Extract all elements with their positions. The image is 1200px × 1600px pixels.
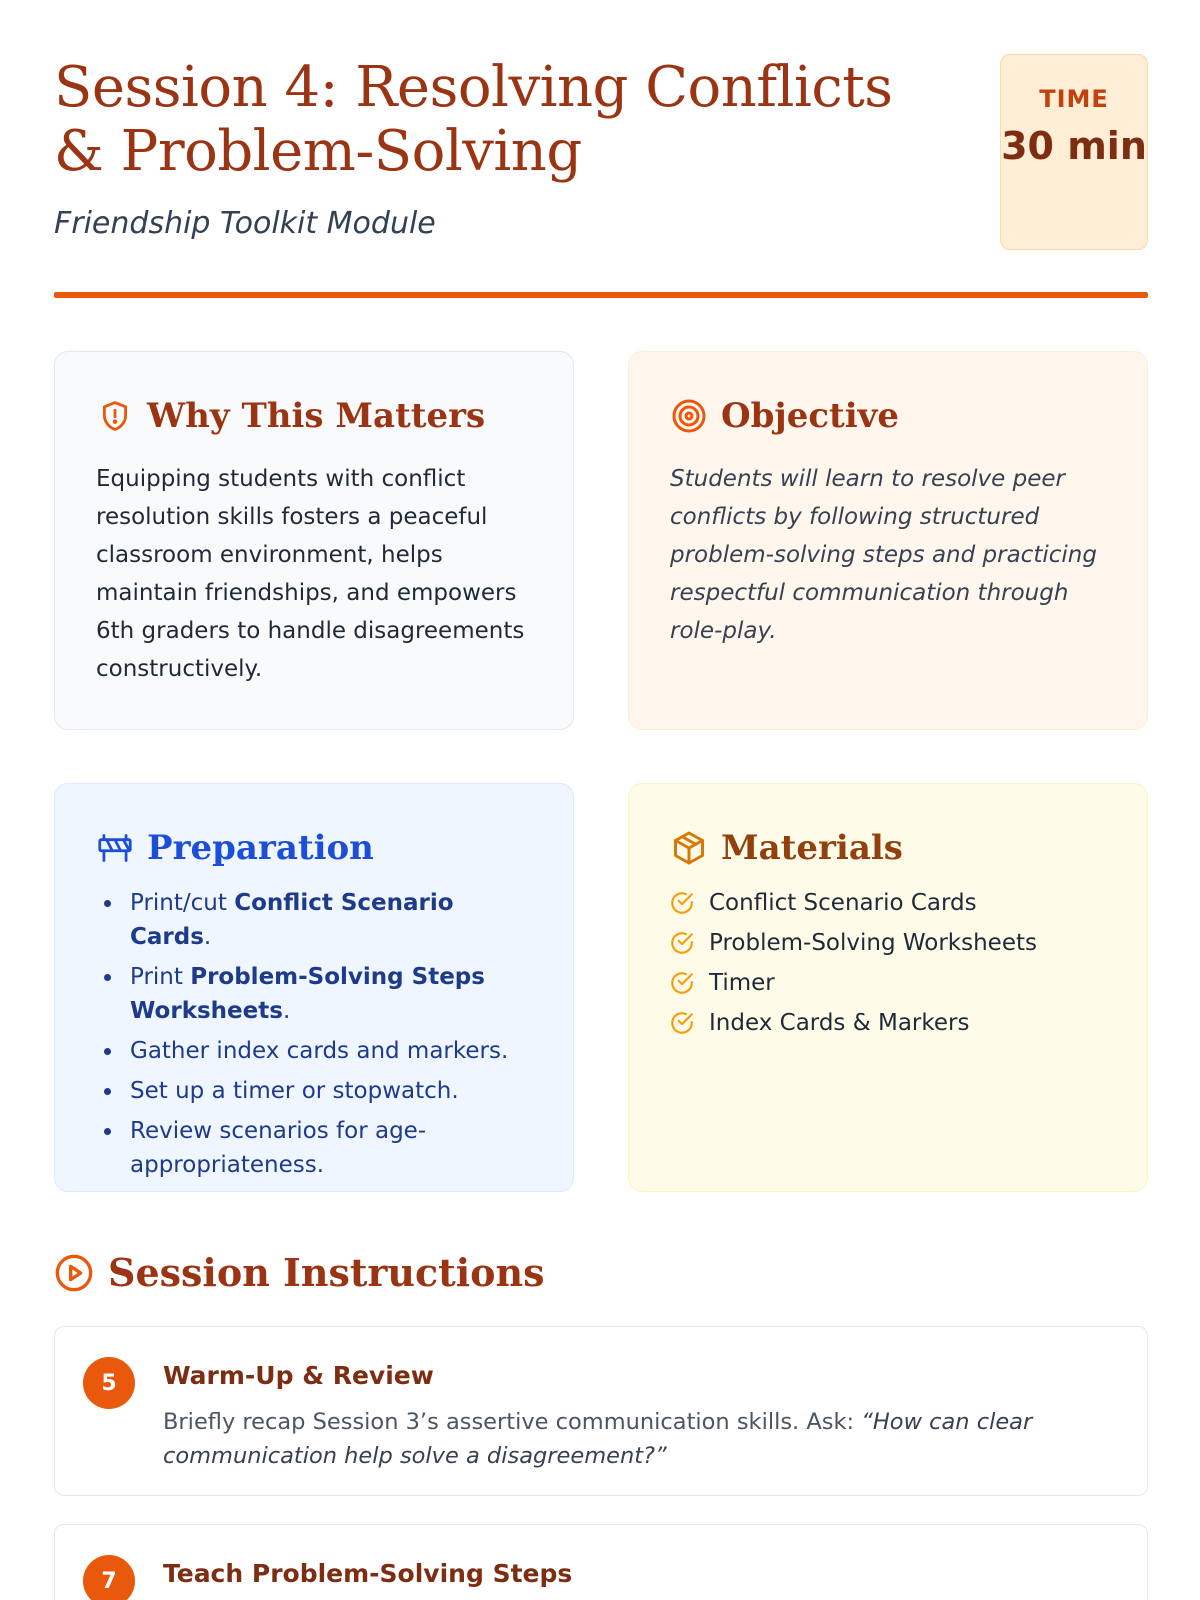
preparation-card [54, 783, 574, 1192]
time-label: TIME [1039, 85, 1109, 113]
step-text: Briefly recap Session 3’s assertive communication skills. Ask: “How can clear communication help solve a disagreement?” [163, 1409, 1033, 1469]
section-title: Session Instructions [108, 1250, 545, 1295]
construction-barrier-icon [97, 830, 133, 866]
session-instructions-heading [54, 1250, 545, 1295]
card-header [97, 828, 374, 868]
list-item: Print/cut Conflict Scenario Cards. [96, 886, 536, 954]
list-item: Review scenarios for age-appropriateness. [96, 1114, 536, 1182]
list-item: Conflict Scenario Cards [669, 886, 1037, 920]
preparation-list [96, 886, 536, 1188]
package-icon [671, 830, 707, 866]
card-header [671, 828, 903, 868]
card-body: Students will learn to resolve peer conflicts by following structured problem-solving steps and practicing respectful communication through role-play. [670, 466, 1097, 644]
page-subtitle: Friendship Toolkit Module [54, 206, 436, 241]
step-title: Teach Problem-Solving Steps [163, 1559, 573, 1588]
check-circle-icon [669, 930, 695, 956]
step-quote: “How can clear communication help solve a disagreement?” [163, 1409, 1033, 1469]
card-header [671, 396, 899, 436]
page-header [54, 50, 1148, 302]
list-item: Set up a timer or stopwatch. [96, 1074, 536, 1108]
check-circle-icon [669, 890, 695, 916]
shield-alert-icon [97, 398, 133, 434]
card-title: Preparation [147, 828, 374, 868]
step-title: Warm-Up & Review [163, 1361, 434, 1390]
check-circle-icon [669, 1010, 695, 1036]
header-divider [54, 292, 1148, 298]
target-icon [671, 398, 707, 434]
list-item: Problem-Solving Worksheets [669, 926, 1037, 960]
materials-list [669, 886, 1037, 1046]
card-title: Materials [721, 828, 903, 868]
card-header [97, 396, 485, 436]
check-circle-icon [669, 970, 695, 996]
list-item: Timer [669, 966, 1037, 1000]
card-title: Objective [721, 396, 900, 436]
play-circle-icon [54, 1253, 94, 1293]
why-this-matters-card [54, 351, 574, 730]
list-item: Print Problem-Solving Steps Worksheets. [96, 960, 536, 1028]
objective-card [628, 351, 1148, 730]
instruction-step [54, 1524, 1148, 1600]
list-item: Gather index cards and markers. [96, 1034, 536, 1068]
step-minutes-badge: 7 [83, 1555, 135, 1600]
card-body: Equipping students with conflict resolution skills fosters a peaceful classroom environment, helps maintain friendships, and empowers 6th graders to handle disagreements constructively. [96, 466, 525, 682]
list-item: Index Cards & Markers [669, 1006, 1037, 1040]
materials-card [628, 783, 1148, 1192]
time-badge [1000, 54, 1148, 250]
card-title: Why This Matters [147, 396, 486, 436]
step-minutes-badge: 5 [83, 1357, 135, 1409]
time-value: 30 min [1001, 124, 1147, 168]
instruction-step [54, 1326, 1148, 1496]
page-title: Session 4: Resolving Conflicts & Problem-Solving [54, 55, 893, 184]
